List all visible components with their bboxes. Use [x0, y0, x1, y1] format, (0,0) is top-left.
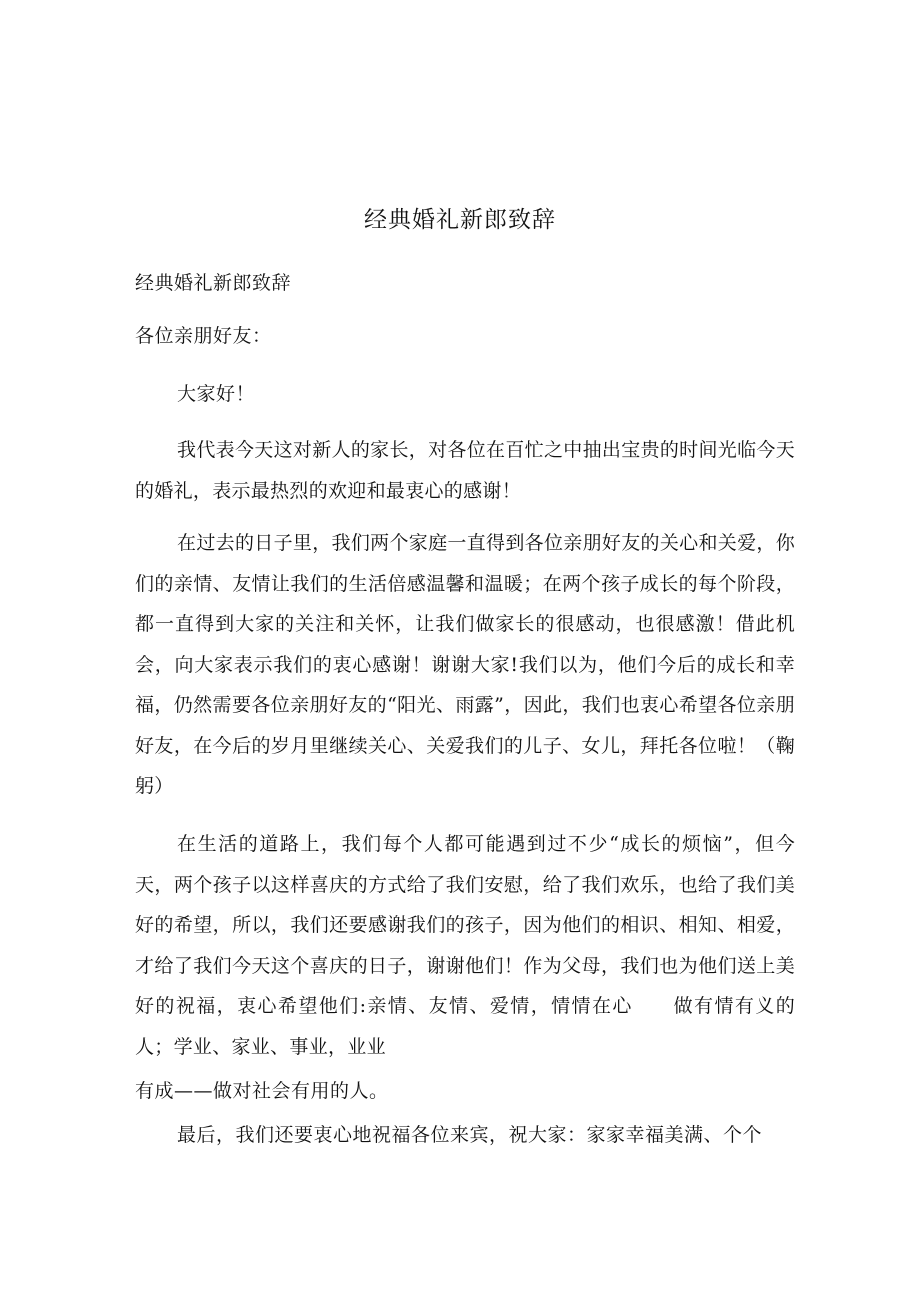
paragraph-continuation: 有成——做对社会有用的人。 [135, 1080, 389, 1102]
paragraph-closing: 最后，我们还要衷心地祝福各位来宾，祝大家：家家幸福美满、个个 [177, 1124, 763, 1146]
document-subtitle: 经典婚礼新郎致辞 [135, 272, 292, 294]
paragraph-gratitude: 在过去的日子里，我们两个家庭一直得到各位亲朋好友的关心和关爱，你们的亲情、友情让我们的生活倍感温馨和温暖；在两个孩子成长的每个阶段，都一直得到大家的关注和关怀，让我们做家长的很感动，也很感激！借此机会，向大家表示我们的衷心感谢！谢谢大家!我们以为，他们今后的成长和幸福，仍然需要各位亲朋好友的“阳光、雨露”，因此，我们也衷心希望各位亲朋好友，在今后的岁月里继续关心、关爱我们的儿子、女儿，拜托各位啦！（鞠躬） [135, 532, 795, 797]
paragraph-welcome: 我代表今天这对新人的家长，对各位在百忙之中抽出宝贵的时间光临今天的婚礼，表示最热烈的欢迎和最衷心的感谢！ [135, 439, 795, 502]
document-title: 经典婚礼新郎致辞 [364, 207, 556, 233]
greeting: 大家好！ [177, 383, 256, 405]
paragraph-blessing: 在生活的道路上，我们每个人都可能遇到过不少“成长的烦恼”，但今天，两个孩子以这样喜庆的方式给了我们安慰，给了我们欢乐，也给了我们美好的希望，所以，我们还要感谢我们的孩子，因为他们的相识、相知、相爱，才给了我们今天这个喜庆的日子，谢谢他们！作为父母，我们也为他们送上美好的祝福，衷心希望他们:亲情、友情、爱情，情情在心 做有情有义的人；学业、家业、事业，业业 [135, 833, 795, 1058]
salutation: 各位亲朋好友： [135, 325, 272, 347]
